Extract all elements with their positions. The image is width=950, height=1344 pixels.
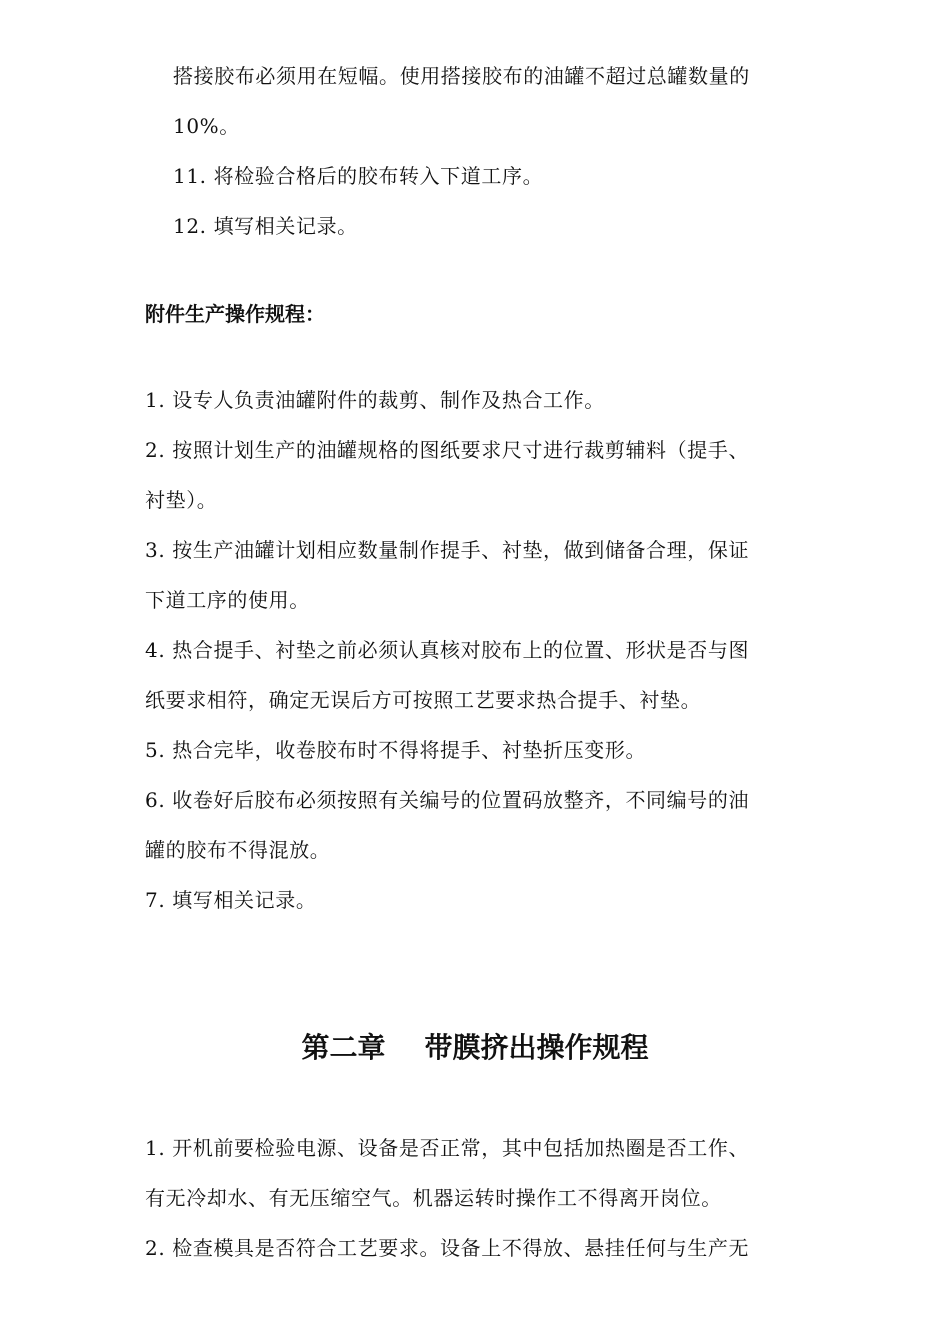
list-item-continuation: 衬垫）。 (145, 488, 218, 512)
chapter-title: 第二章 带膜挤出操作规程 (301, 1031, 649, 1064)
paragraph-line: 10%。 (173, 114, 240, 138)
paragraph-line: 搭接胶布必须用在短幅。使用搭接胶布的油罐不超过总罐数量的 (173, 64, 750, 88)
list-item: 6. 收卷好后胶布必须按照有关编号的位置码放整齐，不同编号的油 (145, 788, 750, 812)
list-item: 1. 开机前要检验电源、设备是否正常，其中包括加热圈是否工作、 (145, 1136, 750, 1160)
list-item: 1. 设专人负责油罐附件的裁剪、制作及热合工作。 (145, 388, 605, 412)
list-item: 2. 按照计划生产的油罐规格的图纸要求尺寸进行裁剪辅料（提手、 (145, 438, 750, 462)
section-heading: 附件生产操作规程： (145, 302, 325, 326)
list-item-continuation: 下道工序的使用。 (145, 588, 310, 612)
list-item-continuation: 纸要求相符，确定无误后方可按照工艺要求热合提手、衬垫。 (145, 688, 702, 712)
list-item: 7. 填写相关记录。 (145, 888, 317, 912)
list-item: 3. 按生产油罐计划相应数量制作提手、衬垫，做到储备合理，保证 (145, 538, 750, 562)
list-item: 11. 将检验合格后的胶布转入下道工序。 (173, 164, 544, 188)
list-item: 2. 检查模具是否符合工艺要求。设备上不得放、悬挂任何与生产无 (145, 1236, 750, 1260)
list-item-continuation: 有无冷却水、有无压缩空气。机器运转时操作工不得离开岗位。 (145, 1186, 722, 1210)
list-item: 5. 热合完毕，收卷胶布时不得将提手、衬垫折压变形。 (145, 738, 647, 762)
list-item: 4. 热合提手、衬垫之前必须认真核对胶布上的位置、形状是否与图 (145, 638, 750, 662)
list-item: 12. 填写相关记录。 (173, 214, 358, 238)
list-item-continuation: 罐的胶布不得混放。 (145, 838, 331, 862)
